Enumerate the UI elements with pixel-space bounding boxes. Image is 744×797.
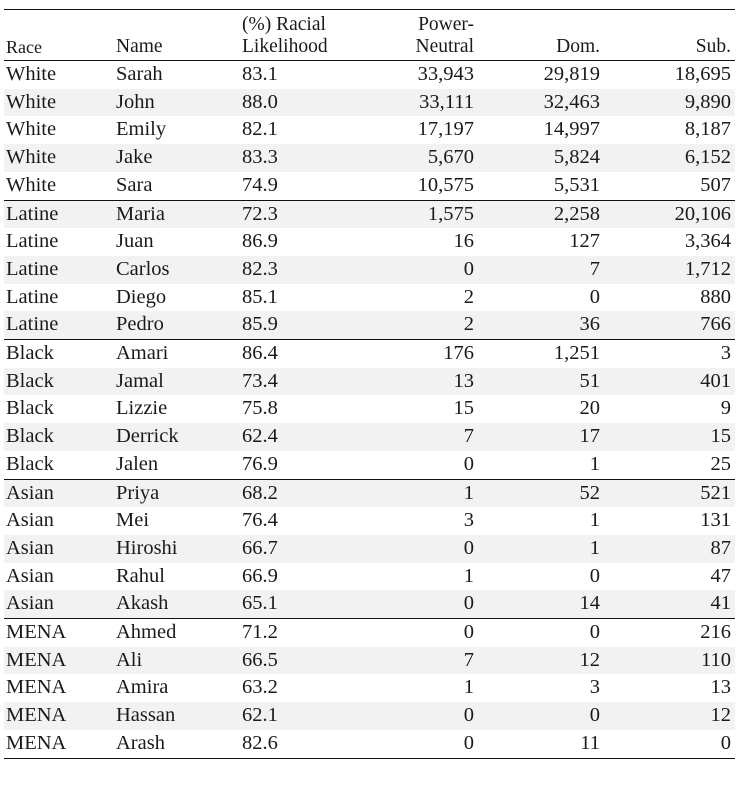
cell-name: Ahmed (116, 621, 177, 644)
cell-power-neutral: 2 (362, 311, 478, 339)
cell-subordinate: 521 (604, 479, 735, 507)
cell-race: White (4, 144, 116, 172)
cell-dominant: 0 (589, 285, 600, 308)
cell-power-neutral: 0 (463, 731, 474, 754)
cell-subordinate: 0 (720, 731, 731, 754)
cell-power-neutral: 0 (362, 535, 478, 563)
cell-dominant: 0 (478, 702, 604, 730)
cell-name: Amira (116, 676, 169, 699)
cell-race: Latine (6, 230, 59, 253)
cell-power-neutral: 1 (463, 564, 474, 587)
cell-racial-likelihood: 75.8 (242, 397, 278, 420)
table-row (4, 89, 735, 117)
cell-subordinate: 25 (710, 452, 731, 475)
cell-power-neutral: 2 (463, 285, 474, 308)
cell-race: Latine (4, 200, 116, 228)
cell-racial-likelihood: 66.5 (242, 647, 362, 675)
table-row (4, 172, 735, 200)
cell-name: Mei (116, 509, 150, 532)
cell-subordinate: 13 (710, 676, 731, 699)
cell-power-neutral: 33,111 (362, 89, 478, 117)
table-row (4, 619, 735, 647)
cell-power-neutral: 0 (362, 256, 478, 284)
cell-race: MENA (4, 647, 116, 675)
cell-subordinate: 47 (710, 564, 731, 587)
cell-race: White (6, 63, 57, 85)
cell-name: Sara (116, 173, 153, 196)
table-body (4, 61, 735, 759)
header-power-neutral (362, 10, 478, 61)
table-row (4, 423, 735, 451)
cell-power-neutral: 13 (362, 368, 478, 396)
cell-subordinate: 87 (604, 535, 735, 563)
cell-racial-likelihood: 86.9 (242, 230, 278, 253)
cell-name: Jamal (116, 368, 242, 396)
cell-racial-likelihood: 63.2 (242, 676, 278, 699)
cell-subordinate: 8,187 (684, 118, 731, 141)
cell-subordinate: 15 (604, 423, 735, 451)
name-frequency-table-container (4, 9, 735, 759)
cell-power-neutral: 10,575 (417, 173, 474, 196)
cell-subordinate: 20,106 (604, 200, 735, 228)
cell-race: Latine (4, 311, 116, 339)
cell-name: Lizzie (116, 397, 168, 420)
cell-dominant: 20 (579, 397, 600, 420)
cell-subordinate: 766 (604, 311, 735, 339)
cell-race: Latine (6, 285, 59, 308)
cell-dominant: 14 (478, 590, 604, 618)
cell-power-neutral: 176 (443, 342, 474, 365)
cell-race: Asian (4, 535, 116, 563)
cell-race: MENA (6, 731, 67, 754)
cell-race: White (6, 173, 57, 196)
table-row (4, 284, 735, 312)
cell-race: MENA (4, 702, 116, 730)
table-row (4, 702, 735, 730)
cell-dominant: 1 (478, 535, 604, 563)
cell-power-neutral: 0 (463, 452, 474, 475)
cell-name: Pedro (116, 311, 242, 339)
cell-name: Carlos (116, 256, 242, 284)
header-row (4, 10, 735, 61)
cell-name: Juan (116, 230, 154, 253)
cell-subordinate: 12 (604, 702, 735, 730)
cell-subordinate: 131 (700, 509, 731, 532)
name-frequency-table (4, 9, 735, 759)
cell-race: Black (4, 368, 116, 396)
table-row (4, 340, 735, 368)
cell-racial-likelihood: 85.9 (242, 311, 362, 339)
cell-racial-likelihood: 88.0 (242, 89, 362, 117)
header-race: Race (6, 37, 42, 57)
cell-name: Jake (116, 144, 242, 172)
cell-subordinate: 18,695 (674, 63, 731, 85)
cell-racial-likelihood: 72.3 (242, 200, 362, 228)
cell-name: Maria (116, 200, 242, 228)
table-row (4, 228, 735, 256)
cell-race: Black (4, 423, 116, 451)
cell-name: Arash (116, 731, 165, 754)
cell-power-neutral: 0 (463, 621, 474, 644)
cell-racial-likelihood: 62.4 (242, 423, 362, 451)
cell-racial-likelihood: 68.2 (242, 479, 362, 507)
cell-racial-likelihood: 76.4 (242, 509, 278, 532)
cell-racial-likelihood: 82.1 (242, 118, 278, 141)
cell-name: Jalen (116, 452, 159, 475)
cell-racial-likelihood: 85.1 (242, 285, 278, 308)
cell-racial-likelihood: 76.9 (242, 452, 278, 475)
cell-subordinate: 6,152 (604, 144, 735, 172)
cell-name: Hassan (116, 702, 242, 730)
table-row (4, 590, 735, 618)
cell-race: Latine (4, 256, 116, 284)
cell-subordinate: 3 (720, 342, 731, 365)
cell-name: Derrick (116, 423, 242, 451)
cell-race: MENA (6, 676, 67, 699)
cell-name: Akash (116, 590, 242, 618)
table-row (4, 256, 735, 284)
cell-race: Asian (4, 479, 116, 507)
cell-racial-likelihood: 82.3 (242, 256, 362, 284)
cell-dominant: 5,531 (553, 173, 600, 196)
cell-dominant: 1 (589, 509, 600, 532)
cell-race: Asian (4, 590, 116, 618)
table-row (4, 647, 735, 675)
cell-dominant: 36 (478, 311, 604, 339)
cell-dominant: 12 (478, 647, 604, 675)
cell-power-neutral: 17,197 (417, 118, 474, 141)
table-row (4, 507, 735, 535)
table-row (4, 674, 735, 702)
cell-racial-likelihood: 66.9 (242, 564, 278, 587)
table-header (4, 10, 735, 61)
cell-racial-likelihood: 62.1 (242, 702, 362, 730)
cell-subordinate: 3,364 (684, 230, 731, 253)
table-row (4, 479, 735, 507)
cell-dominant: 1 (589, 452, 600, 475)
cell-power-neutral: 7 (362, 423, 478, 451)
cell-name: John (116, 89, 242, 117)
cell-racial-likelihood: 71.2 (242, 621, 278, 644)
cell-race: Black (6, 452, 54, 475)
cell-dominant: 17 (478, 423, 604, 451)
cell-racial-likelihood: 65.1 (242, 590, 362, 618)
cell-power-neutral: 7 (362, 647, 478, 675)
cell-dominant: 127 (569, 230, 600, 253)
cell-power-neutral: 16 (453, 230, 474, 253)
cell-power-neutral: 1,575 (362, 200, 478, 228)
cell-dominant: 52 (478, 479, 604, 507)
header-likelihood-line2: Likelihood (242, 36, 328, 57)
header-name: Name (116, 36, 163, 57)
header-likelihood-line1: (%) Racial (242, 14, 326, 35)
header-dominant: Dom. (556, 36, 600, 57)
cell-race: Asian (6, 564, 54, 587)
cell-dominant: 11 (580, 731, 600, 754)
cell-dominant: 1,251 (553, 342, 600, 365)
header-neutral-line1: Power- (418, 14, 474, 35)
table-row (4, 563, 735, 591)
table-row (4, 311, 735, 339)
cell-subordinate: 9,890 (604, 89, 735, 117)
header-racial-likelihood (242, 10, 362, 61)
cell-race: Black (6, 397, 54, 420)
header-neutral-line2: Neutral (415, 36, 474, 57)
cell-subordinate: 507 (700, 173, 731, 196)
cell-dominant: 14,997 (543, 118, 600, 141)
cell-name: Diego (116, 285, 167, 308)
cell-subordinate: 1,712 (604, 256, 735, 284)
cell-racial-likelihood: 66.7 (242, 535, 362, 563)
cell-subordinate: 216 (700, 621, 731, 644)
cell-racial-likelihood: 86.4 (242, 342, 278, 365)
cell-dominant: 0 (589, 564, 600, 587)
table-row (4, 200, 735, 228)
cell-name: Rahul (116, 564, 165, 587)
cell-racial-likelihood: 74.9 (242, 173, 278, 196)
cell-power-neutral: 15 (453, 397, 474, 420)
cell-power-neutral: 3 (463, 509, 474, 532)
cell-dominant: 7 (478, 256, 604, 284)
cell-race: White (4, 89, 116, 117)
cell-dominant: 5,824 (478, 144, 604, 172)
cell-dominant: 29,819 (543, 63, 600, 85)
cell-power-neutral: 1 (362, 479, 478, 507)
table-row (4, 395, 735, 423)
cell-power-neutral: 0 (362, 702, 478, 730)
cell-dominant: 32,463 (478, 89, 604, 117)
table-row (4, 61, 735, 89)
cell-dominant: 0 (589, 621, 600, 644)
cell-racial-likelihood: 73.4 (242, 368, 362, 396)
cell-power-neutral: 5,670 (362, 144, 478, 172)
cell-race: MENA (6, 621, 67, 644)
table-row (4, 730, 735, 758)
table-row (4, 535, 735, 563)
header-subordinate: Sub. (695, 36, 731, 57)
cell-racial-likelihood: 83.3 (242, 144, 362, 172)
cell-name: Hiroshi (116, 535, 242, 563)
cell-dominant: 51 (478, 368, 604, 396)
table-row (4, 116, 735, 144)
table-row (4, 144, 735, 172)
cell-name: Amari (116, 342, 169, 365)
table-row (4, 451, 735, 479)
cell-power-neutral: 1 (463, 676, 474, 699)
cell-race: Black (6, 342, 54, 365)
cell-name: Priya (116, 479, 242, 507)
cell-power-neutral: 33,943 (417, 63, 474, 85)
cell-name: Emily (116, 118, 167, 141)
cell-subordinate: 110 (604, 647, 735, 675)
cell-race: Asian (6, 509, 54, 532)
cell-dominant: 2,258 (478, 200, 604, 228)
cell-subordinate: 9 (720, 397, 731, 420)
cell-name: Ali (116, 647, 242, 675)
cell-power-neutral: 0 (362, 590, 478, 618)
table-row (4, 368, 735, 396)
cell-subordinate: 880 (700, 285, 731, 308)
cell-subordinate: 41 (604, 590, 735, 618)
cell-name: Sarah (116, 63, 163, 85)
cell-subordinate: 401 (604, 368, 735, 396)
cell-race: White (6, 118, 57, 141)
cell-dominant: 3 (589, 676, 600, 699)
cell-racial-likelihood: 83.1 (242, 63, 278, 85)
cell-racial-likelihood: 82.6 (242, 731, 278, 754)
